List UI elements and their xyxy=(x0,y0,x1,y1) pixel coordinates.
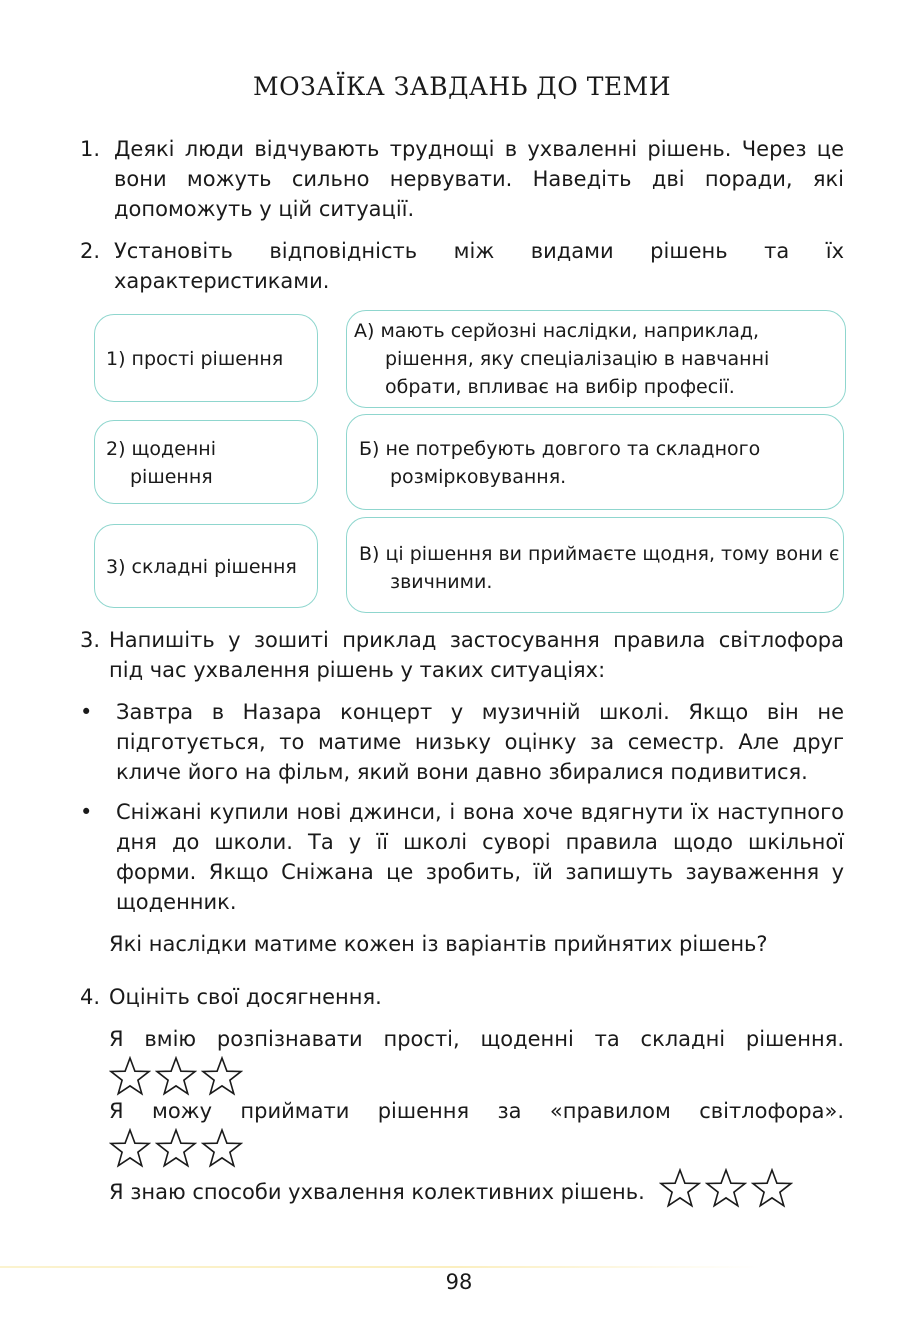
match-left-1 xyxy=(94,314,318,402)
match-left-2 xyxy=(94,420,318,504)
match-left-label: 2) щоденні рішення xyxy=(106,438,217,488)
self-assessment-2 xyxy=(109,1096,844,1176)
bullet-marker: • xyxy=(80,700,93,724)
task-text: Напишіть у зошиті приклад застосування правила світлофора під час ухвалення рішень у таких ситуаціях: xyxy=(109,628,844,682)
task-4 xyxy=(80,982,844,1012)
match-right-a xyxy=(346,310,846,408)
section-title: МОЗАЇКА ЗАВДАНЬ ДО ТЕМИ xyxy=(252,72,672,101)
task-3 xyxy=(80,625,844,685)
match-right-label: А) мають серйозні наслідки, наприклад, рішення, яку спеціалізацію в навчанні обрати, впливає на вибір професії. xyxy=(354,320,770,398)
self-assessment-text: Я можу приймати рішення за «правилом світлофора». xyxy=(109,1099,844,1123)
self-assessment-3 xyxy=(109,1168,844,1216)
page-number: 98 xyxy=(445,1270,473,1294)
task-text: Деякі люди відчувають труднощі в ухваленні рішень. Через це вони можуть сильно нервувати. Наведіть дві поради, які допоможуть у цій ситуації. xyxy=(114,137,844,221)
bullet-item xyxy=(80,797,844,917)
rating-stars xyxy=(659,1168,797,1216)
task-number: 3. xyxy=(80,628,101,652)
star-outline-icon[interactable] xyxy=(659,1168,701,1216)
task-question: Які наслідки матиме кожен із варіантів прийнятих рішень? xyxy=(109,932,768,956)
task-number: 2. xyxy=(80,239,101,263)
bullet-text: Сніжані купили нові джинси, і вона хоче вдягнути їх наступного дня до школи. Та у її школі суворі правила щодо шкільної форми. Якщо Сніжана це зробить, їй запишуть зауваження у щоденник. xyxy=(116,800,844,914)
match-left-label: 1) прості рішення xyxy=(106,348,284,370)
match-right-label: Б) не потребують довгого та складного розмірковування. xyxy=(359,438,761,488)
match-left-label: 3) складні рішення xyxy=(106,556,297,578)
star-outline-icon[interactable] xyxy=(705,1168,747,1216)
task-number: 4. xyxy=(80,985,101,1009)
self-assessment-text: Я вмію розпізнавати прості, щоденні та складні рішення. xyxy=(109,1027,844,1051)
match-left-3 xyxy=(94,524,318,608)
task-text: Оцініть свої досягнення. xyxy=(109,985,382,1009)
task-2 xyxy=(80,236,844,296)
bullet-text: Завтра в Назара концерт у музичній школі. Якщо він не підготується, то матиме низьку оцінку за семестр. Але друг кличе його на фільм, який вони давно збиралися подивитися. xyxy=(116,700,844,784)
bullet-item xyxy=(80,697,844,787)
match-right-b xyxy=(346,414,844,510)
bullet-marker: • xyxy=(80,800,93,824)
star-outline-icon[interactable] xyxy=(751,1168,793,1216)
self-assessment-text: Я знаю способи ухвалення колективних рішень. xyxy=(109,1180,645,1204)
match-right-label: В) ці рішення ви приймаєте щодня, тому вони є звичними. xyxy=(359,543,840,593)
task-number: 1. xyxy=(80,137,101,161)
self-assessment-1 xyxy=(109,1024,844,1104)
task-text: Установіть відповідність між видами рішень та їх характеристиками. xyxy=(114,239,844,293)
footer-divider xyxy=(0,1266,760,1268)
task-1 xyxy=(80,134,844,224)
match-right-c xyxy=(346,517,844,613)
